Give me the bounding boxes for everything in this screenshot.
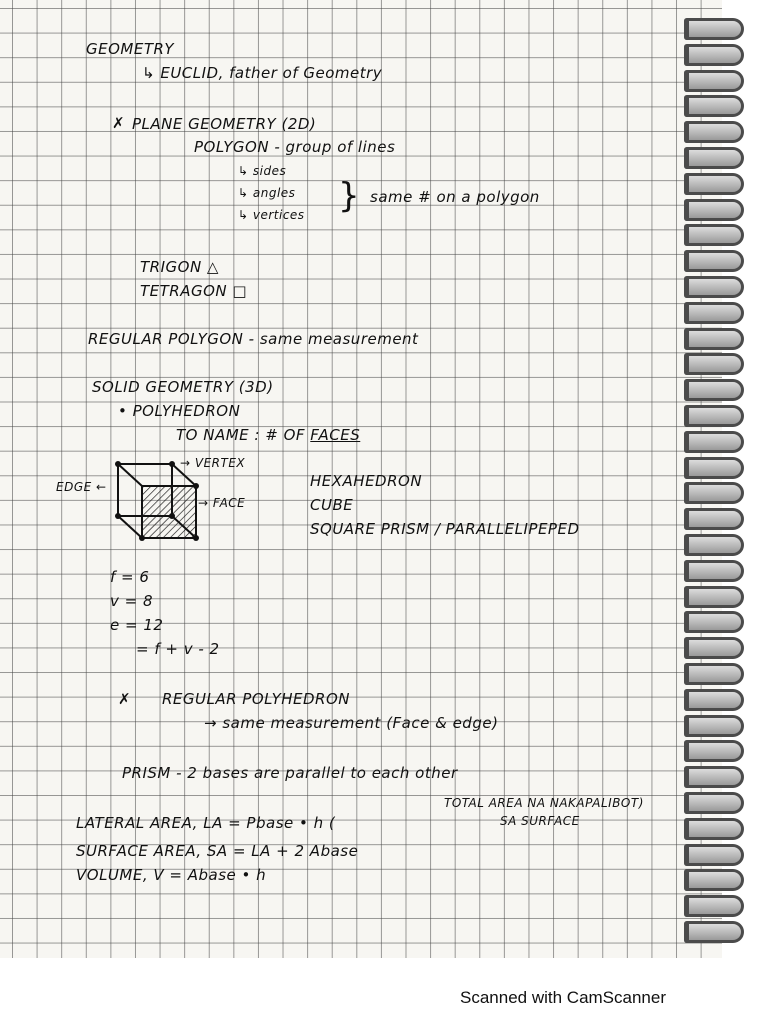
- spiral-ring: [684, 637, 744, 659]
- vertex-label: → VERTEX: [180, 456, 246, 470]
- spiral-ring: [684, 44, 744, 66]
- spiral-ring: [684, 70, 744, 92]
- spiral-ring: [684, 921, 744, 943]
- polyhedron-line: • POLYHEDRON: [118, 402, 241, 420]
- regular-polyhedron-heading: REGULAR POLYHEDRON: [162, 690, 351, 708]
- plane-geometry-heading: PLANE GEOMETRY (2D): [132, 115, 317, 133]
- spiral-ring: [684, 173, 744, 195]
- spiral-ring: [684, 715, 744, 737]
- edge-label: EDGE ←: [56, 480, 107, 494]
- polygon-definition: POLYGON - group of lines: [194, 138, 396, 156]
- vertices-count: v = 8: [110, 592, 154, 610]
- spiral-ring: [684, 818, 744, 840]
- faces-count: f = 6: [110, 568, 150, 586]
- spiral-ring: [684, 405, 744, 427]
- face-label: → FACE: [198, 496, 246, 510]
- spiral-ring: [684, 147, 744, 169]
- to-name-faces: FACES: [310, 426, 361, 444]
- spiral-ring: [684, 689, 744, 711]
- regular-polygon-line: REGULAR POLYGON - same measurement: [88, 330, 419, 348]
- spiral-ring: [684, 508, 744, 530]
- spiral-ring: [684, 663, 744, 685]
- notes-title: GEOMETRY: [86, 40, 175, 58]
- polygon-angles: ↳ angles: [238, 186, 296, 200]
- lateral-area-formula: LATERAL AREA, LA = Pbase • h (: [76, 814, 336, 832]
- spiral-ring: [684, 353, 744, 375]
- same-number-note: same # on a polygon: [370, 188, 540, 206]
- spiral-ring: [684, 121, 744, 143]
- euclid-line: ↳ EUCLID, father of Geometry: [142, 64, 383, 82]
- trigon-line: TRIGON △: [140, 258, 219, 276]
- to-name-prefix: TO NAME : # OF: [176, 426, 311, 444]
- solid-geometry-heading: SOLID GEOMETRY (3D): [92, 378, 274, 396]
- spiral-ring: [684, 869, 744, 891]
- camscanner-watermark: Scanned with CamScanner: [460, 988, 667, 1007]
- spiral-ring: [684, 895, 744, 917]
- spiral-binding: [684, 18, 768, 958]
- cube-label: CUBE: [310, 496, 354, 514]
- spiral-ring: [684, 534, 744, 556]
- edge-formula: = f + v - 2: [136, 640, 220, 658]
- spiral-ring: [684, 379, 744, 401]
- to-name-line: [176, 426, 360, 444]
- plane-bullet: ✗: [112, 114, 126, 132]
- spiral-ring: [684, 560, 744, 582]
- spiral-ring: [684, 457, 744, 479]
- spiral-ring: [684, 766, 744, 788]
- total-area-note: TOTAL AREA NA NAKAPALIBOT): [444, 796, 644, 810]
- spiral-ring: [684, 431, 744, 453]
- spiral-ring: [684, 95, 744, 117]
- spiral-ring: [684, 844, 744, 866]
- spiral-ring: [684, 224, 744, 246]
- polygon-sides: ↳ sides: [238, 164, 287, 178]
- surface-area-formula: SURFACE AREA, SA = LA + 2 Abase: [76, 842, 359, 860]
- regular-bullet: ✗: [118, 690, 132, 708]
- sa-surface-note: SA SURFACE: [500, 814, 580, 828]
- hexahedron-label: HEXAHEDRON: [310, 472, 423, 490]
- spiral-ring: [684, 199, 744, 221]
- spiral-ring: [684, 740, 744, 762]
- spiral-ring: [684, 482, 744, 504]
- prism-definition: PRISM - 2 bases are parallel to each other: [122, 764, 458, 782]
- polygon-brace: }: [338, 176, 361, 216]
- spiral-ring: [684, 792, 744, 814]
- spiral-ring: [684, 250, 744, 272]
- volume-formula: VOLUME, V = Abase • h: [76, 866, 267, 884]
- spiral-ring: [684, 586, 744, 608]
- polygon-vertices: ↳ vertices: [238, 208, 305, 222]
- tetragon-line: TETRAGON □: [140, 282, 248, 300]
- spiral-ring: [684, 18, 744, 40]
- spiral-ring: [684, 328, 744, 350]
- edges-count: e = 12: [110, 616, 164, 634]
- square-prism-label: SQUARE PRISM / PARALLELIPEPED: [310, 520, 580, 538]
- spiral-ring: [684, 302, 744, 324]
- spiral-ring: [684, 611, 744, 633]
- spiral-ring: [684, 276, 744, 298]
- same-face-edge-note: → same measurement (Face & edge): [204, 714, 499, 732]
